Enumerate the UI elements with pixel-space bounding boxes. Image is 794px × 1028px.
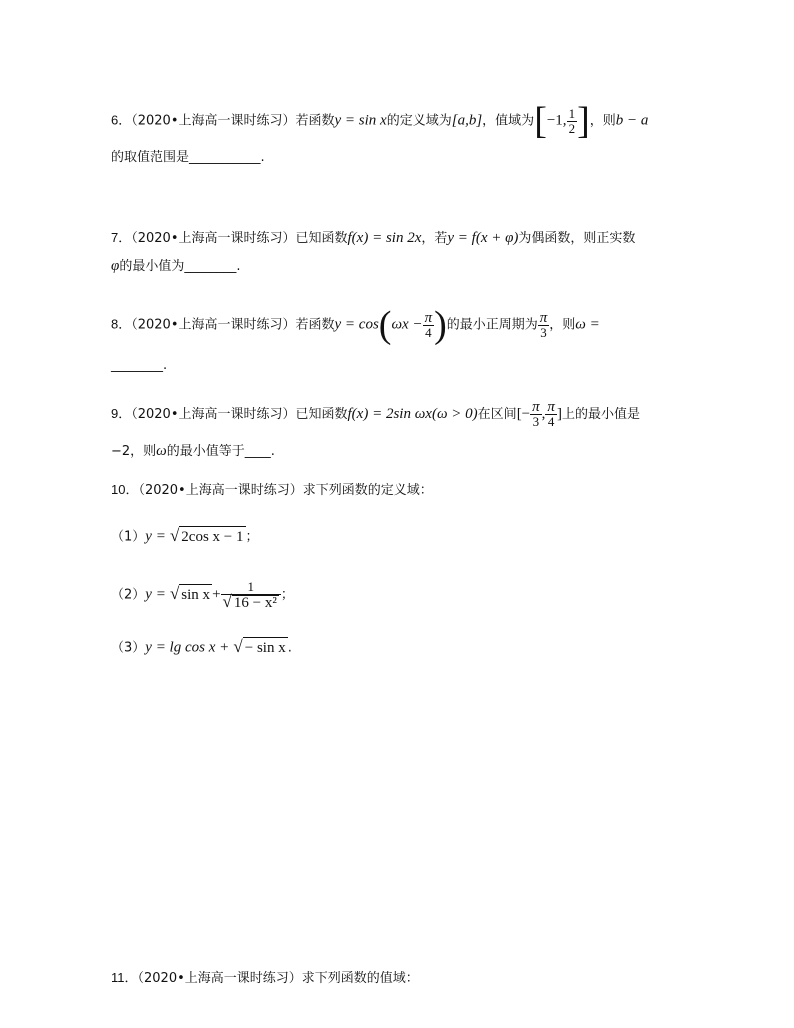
question-source: （2020•上海高一课时练习）: [131, 317, 296, 333]
fraction: [567, 107, 578, 136]
question-number: 11．: [111, 970, 138, 985]
question-text: 的取值范围是: [111, 150, 190, 165]
part-label: （2）: [111, 587, 146, 603]
interval-comma: ,: [541, 406, 546, 422]
question-text: ，则: [589, 113, 616, 129]
part-label: （3）: [111, 640, 146, 656]
question-9-line-1: [111, 400, 640, 429]
question-text: 求下列函数的值域：: [301, 971, 419, 986]
punctuation: ；: [245, 529, 259, 545]
question-6-line-1: [111, 100, 649, 142]
fraction-numerator: 1: [568, 105, 576, 121]
fraction-denominator: 2: [568, 120, 576, 136]
fraction-numerator: π: [539, 309, 548, 326]
question-text: 的最小值等于: [166, 444, 245, 459]
bracket-right: ]: [577, 100, 590, 142]
question-text: 的最小正周期为: [446, 317, 538, 333]
question-text: ，值域为: [482, 113, 535, 129]
math-expression: [a,b]: [451, 112, 483, 129]
fraction: [538, 311, 550, 340]
fraction: [423, 311, 435, 340]
question-text: 已知函数: [295, 407, 348, 422]
math-expression: φ: [111, 258, 120, 274]
sqrt-sign: √: [233, 637, 243, 656]
sqrt-sign: √: [169, 526, 180, 545]
interval-open: [−: [516, 406, 531, 422]
sqrt-sign: √: [169, 584, 180, 603]
question-text: 求下列函数的定义域：: [302, 483, 433, 498]
question-text: 若函数: [295, 317, 335, 333]
question-8-line-2: [111, 356, 167, 376]
square-root: [170, 526, 246, 548]
part-label: （1）: [111, 529, 146, 545]
question-text: 为偶函数，则正实数: [518, 231, 636, 246]
math-expression: y =: [145, 586, 166, 603]
question-10-part-1: [111, 526, 259, 548]
fraction-numerator: π: [532, 399, 540, 415]
question-text: 若函数: [295, 113, 335, 129]
question-10-line-1: [111, 480, 433, 501]
radicand: 16 − x²: [233, 595, 277, 611]
question-number: 6．: [111, 112, 132, 128]
question-source: （2020•上海高一课时练习）: [131, 407, 296, 422]
math-expression: y =: [145, 528, 166, 545]
question-number: 8．: [111, 316, 132, 332]
question-10-part-2: [111, 580, 294, 610]
radicand: 2cos x − 1: [179, 526, 245, 547]
fraction-denominator: [221, 592, 281, 611]
radicand: sin x: [179, 584, 212, 605]
math-expression: y = sin x: [334, 112, 387, 129]
question-text: 已知函数: [295, 231, 348, 246]
question-8-line-1: [111, 304, 600, 346]
answer-blank: ________.: [184, 259, 241, 274]
question-text: ，则: [549, 317, 576, 333]
plus-sign: +: [212, 586, 221, 603]
bracket-left: [: [534, 100, 547, 142]
question-number: 9．: [111, 406, 132, 421]
fraction-denominator: 3: [532, 414, 540, 429]
answer-blank: ____.: [244, 444, 275, 459]
interval-close: ]: [556, 406, 562, 422]
paren-left: (: [378, 304, 392, 346]
radicand: − sin x: [243, 637, 288, 658]
question-text: 的定义域为: [386, 113, 452, 129]
question-10-part-3: [111, 637, 292, 659]
question-6-line-2: [111, 148, 265, 168]
question-text: 在区间: [477, 407, 517, 422]
math-expression: f(x) = sin 2x: [347, 230, 422, 246]
answer-blank: ________.: [111, 358, 168, 373]
fraction: [530, 400, 542, 429]
paren-right: ): [434, 304, 447, 346]
punctuation: ；: [280, 587, 294, 603]
punctuation: .: [287, 640, 292, 656]
question-number: 7．: [111, 230, 132, 245]
question-text: 的最小值为: [119, 259, 185, 274]
math-expression: b − a: [615, 112, 649, 129]
question-text: 上的最小值是: [561, 407, 640, 422]
question-source: （2020•上海高一课时练习）: [138, 483, 303, 498]
fraction-numerator: π: [424, 309, 433, 326]
math-expression: ω =: [575, 316, 600, 333]
math-expression: y = cos: [334, 316, 379, 333]
math-expression: −1,: [546, 112, 567, 129]
square-root: [233, 637, 287, 659]
question-source: （2020•上海高一课时练习）: [131, 113, 296, 129]
sqrt-sign: √: [222, 592, 232, 611]
fraction: [221, 580, 281, 610]
math-expression: ω: [156, 443, 167, 459]
answer-blank: ___________.: [189, 150, 265, 165]
question-11-line-1: [111, 968, 419, 989]
question-source: （2020•上海高一课时练习）: [137, 971, 302, 986]
fraction: [545, 400, 557, 429]
math-expression: ωx −: [391, 316, 423, 333]
question-source: （2020•上海高一课时练习）: [131, 231, 296, 246]
square-root: [170, 584, 212, 606]
fraction-denominator: 4: [547, 414, 555, 429]
fraction-numerator: π: [547, 399, 555, 415]
question-number: 10．: [111, 482, 139, 497]
fraction-numerator: 1: [221, 580, 281, 595]
math-expression: y = lg cos x +: [145, 639, 230, 656]
math-expression: f(x) = 2sin ωx(ω > 0): [347, 406, 478, 422]
fraction-denominator: 4: [425, 324, 432, 340]
question-7-line-1: [111, 228, 635, 249]
math-expression: y = f(x + φ): [447, 230, 519, 246]
fraction-denominator: 3: [540, 324, 547, 340]
question-9-line-2: [111, 441, 275, 462]
question-text: −2，则: [111, 444, 157, 459]
question-text: ，若: [421, 231, 448, 246]
question-7-line-2: [111, 256, 240, 277]
